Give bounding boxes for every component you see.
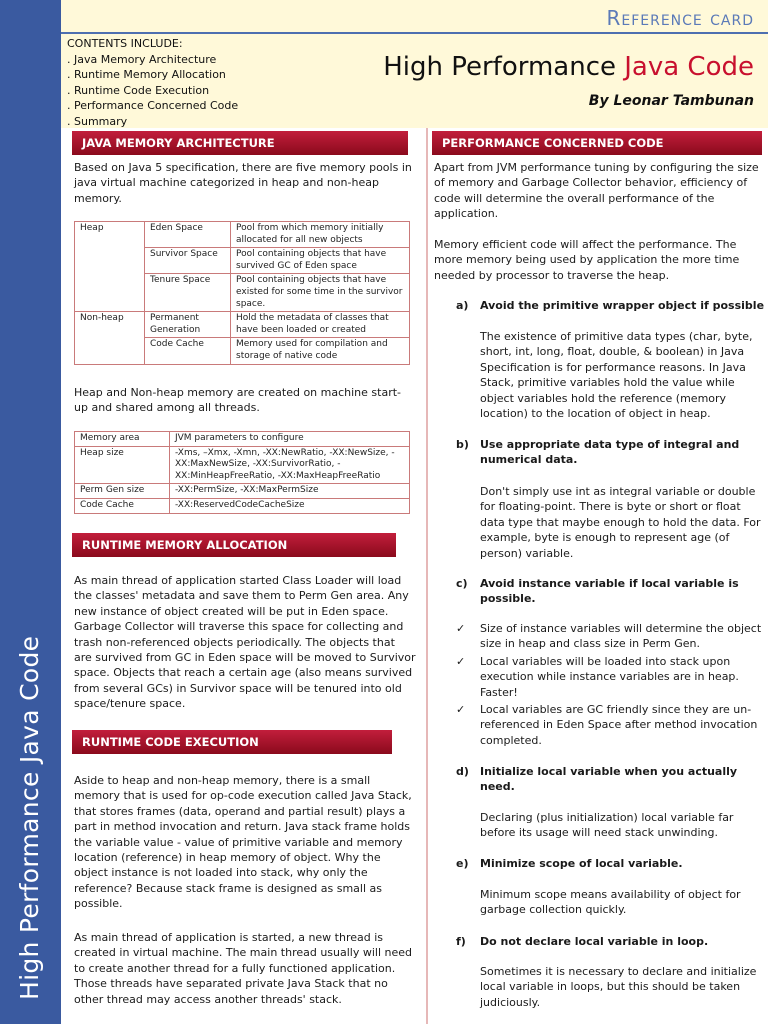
right-column: [430, 128, 768, 1024]
heap-nonheap-note: Heap and Non-heap memory are created on machine start-up and shared among all threads.: [74, 386, 402, 415]
table-cell: -XX:ReservedCodeCacheSize: [170, 498, 410, 513]
contents-title: CONTENTS INCLUDE:: [67, 37, 183, 50]
table-cell: [75, 274, 145, 312]
tip-letter: b): [456, 438, 469, 451]
contents-item: . Runtime Code Execution: [67, 83, 210, 97]
sidebar-vertical-title: High Performance Java Code: [15, 635, 44, 1000]
check-icon: ✓: [456, 622, 466, 635]
jvm-parameters-table: [74, 431, 410, 514]
table-cell: Memory used for compilation and storage of native code: [231, 338, 410, 364]
tip-title: Avoid instance variable if local variable is possible.: [480, 577, 739, 606]
tip-e-heading: [456, 856, 766, 871]
table-cell: Pool from which memory initially allocated for all new objects: [231, 222, 410, 248]
table-cell: JVM parameters to configure: [170, 432, 410, 447]
tip-title: Do not declare local variable in loop.: [480, 935, 709, 948]
table-cell: Code Cache: [75, 498, 170, 513]
tip-title: Avoid the primitive wrapper object if possible: [480, 299, 765, 312]
tip-f-heading: [456, 934, 766, 949]
table-cell: [75, 248, 145, 274]
table-cell: Hold the metadata of classes that have been loaded or created: [231, 312, 410, 338]
tip-b-heading: [456, 437, 766, 468]
tip-d-body: Declaring (plus initialization) local variable far before its usage will need stack unwinding.: [480, 811, 734, 840]
contents-list: [67, 36, 238, 130]
sidebar: [0, 0, 61, 1024]
tip-letter: d): [456, 765, 469, 778]
section-heading-runtime-memory: RUNTIME MEMORY ALLOCATION: [72, 533, 396, 557]
list-item: [456, 702, 762, 748]
table-row: [75, 498, 410, 513]
header-rule: [61, 32, 768, 34]
performance-intro-1: Apart from JVM performance tuning by configuring the size of memory and Garbage Collector behavior, efficiency of code will determine the overall performance of the application.: [434, 161, 759, 221]
page-title: [383, 52, 754, 82]
contents-item: . Summary: [67, 114, 128, 128]
table-cell: Code Cache: [145, 338, 231, 364]
reference-card-label: Reference card: [606, 6, 754, 30]
title-main: High Performance: [383, 52, 625, 82]
contents-item: . Performance Concerned Code: [67, 99, 239, 113]
performance-intro-2: Memory efficient code will affect the performance. The more memory being used by application the more time needed by processor to traverse the heap.: [434, 238, 740, 282]
memory-architecture-intro: Based on Java 5 specification, there are five memory pools in java virtual machine categorized in heap and non-heap memory.: [74, 161, 412, 205]
table-row: [75, 338, 410, 364]
tip-letter: f): [456, 935, 466, 948]
list-item: [456, 654, 762, 700]
table-cell: Pool containing objects that have existed for some time in the survivor space.: [231, 274, 410, 312]
table-cell: Survivor Space: [145, 248, 231, 274]
tip-letter: a): [456, 299, 469, 312]
check-icon: ✓: [456, 654, 466, 668]
table-row: [75, 248, 410, 274]
table-cell: Memory area: [75, 432, 170, 447]
tip-letter: e): [456, 857, 469, 870]
table-row: [75, 274, 410, 312]
check-text: Local variables are GC friendly since they are un-referenced in Eden Space after method invocation completed.: [480, 703, 758, 747]
contents-item: . Java Memory Architecture: [67, 52, 217, 66]
runtime-memory-text: As main thread of application started Class Loader will load the classes' metadata and save them to Perm Gen area. Any new instance of object created will be put in Eden space. Garbage Collector will traverse this space for collecting and trash non-referenced objects periodically. The objects that are survived from GC in Eden space will be moved to Survivor space. Objects that reach a certain age (also means survived from several GCs) in Survivor space will be tenured into old space/tenure space.: [74, 574, 416, 711]
table-row: [75, 432, 410, 447]
runtime-code-text-2: As main thread of application is started, a new thread is created in virtual machine. The main thread usually will need to create another thread for a fully functioned application. Those threads have separated private Java Stack that no other thread may access another threads' stack.: [74, 931, 413, 1006]
table-cell: Non-heap: [75, 312, 145, 338]
tip-title: Minimize scope of local variable.: [480, 857, 683, 870]
contents-item: . Runtime Memory Allocation: [67, 68, 226, 82]
tip-letter: c): [456, 577, 468, 590]
section-heading-performance-code: PERFORMANCE CONCERNED CODE: [432, 131, 762, 155]
memory-pools-table: [74, 221, 410, 365]
tip-c-heading: [456, 576, 766, 607]
table-cell: -Xms, –Xmx, -Xmn, -XX:NewRatio, -XX:NewSize, -XX:MaxNewSize, -XX:SurvivorRatio, -XX:MinHeapFreeRatio, -XX:MaxHeapFreeRatio: [170, 446, 410, 484]
table-cell: [75, 338, 145, 364]
table-row: [75, 484, 410, 499]
tip-e-body: Minimum scope means availability of object for garbage collection quickly.: [480, 888, 741, 917]
tip-f-body: Sometimes it is necessary to declare and initialize local variable in loops, but this should be taken judiciously.: [480, 965, 757, 1009]
check-text: Local variables will be loaded into stack upon execution while instance variables are in heap. Faster!: [480, 654, 739, 699]
table-cell: Heap: [75, 222, 145, 248]
section-heading-runtime-code: RUNTIME CODE EXECUTION: [72, 730, 392, 754]
tip-d-heading: [456, 764, 766, 795]
title-accent: Java Code: [624, 52, 754, 82]
table-cell: Permanent Generation: [145, 312, 231, 338]
tip-b-body: Don't simply use int as integral variable or double for floating-point. There is byte or short or float data type that maybe enough to hold the data. For example, byte is enough to represent age (of person) variable.: [480, 485, 761, 560]
tip-title: Use appropriate data type of integral and numerical data.: [480, 438, 740, 467]
tip-c-checklist: [456, 621, 762, 750]
tip-a-body: The existence of primitive data types (char, byte, short, int, long, float, double, & boolean) in Java Specification is for performance reasons. In Java Stack, primitive variables hold the value while object variables hold the reference (memory location) to the location of object in heap.: [480, 330, 753, 421]
left-column: [61, 128, 424, 1024]
runtime-code-text-1: Aside to heap and non-heap memory, there is a small memory that is used for op-code execution called Java Stack, that stores frames (data, operand and partial result) plays a part in method invocation and return. Java stack frame holds the variable value - value of primitive variable and memory location (reference) in heap memory of object. Why the object instance is not loaded into stack, why only the reference? Because stack frame is designed as small as possible.: [74, 774, 412, 911]
column-divider: [426, 128, 428, 1024]
tip-a-heading: [456, 298, 766, 313]
tip-title: Initialize local variable when you actually need.: [480, 765, 738, 794]
section-heading-memory-architecture: JAVA MEMORY ARCHITECTURE: [72, 131, 408, 155]
table-cell: Tenure Space: [145, 274, 231, 312]
table-row: [75, 312, 410, 338]
table-cell: Eden Space: [145, 222, 231, 248]
table-cell: -XX:PermSize, -XX:MaxPermSize: [170, 484, 410, 499]
table-row: [75, 222, 410, 248]
table-cell: Heap size: [75, 446, 170, 484]
author-byline: By Leonar Tambunan: [588, 93, 754, 109]
table-row: [75, 446, 410, 484]
check-icon: ✓: [456, 703, 466, 717]
table-cell: Pool containing objects that have survived GC of Eden space: [231, 248, 410, 274]
list-item: [456, 621, 762, 652]
check-text: Size of instance variables will determine the object size in heap and class size in Perm Gen.: [480, 622, 762, 651]
header: [61, 0, 768, 128]
table-cell: Perm Gen size: [75, 484, 170, 499]
